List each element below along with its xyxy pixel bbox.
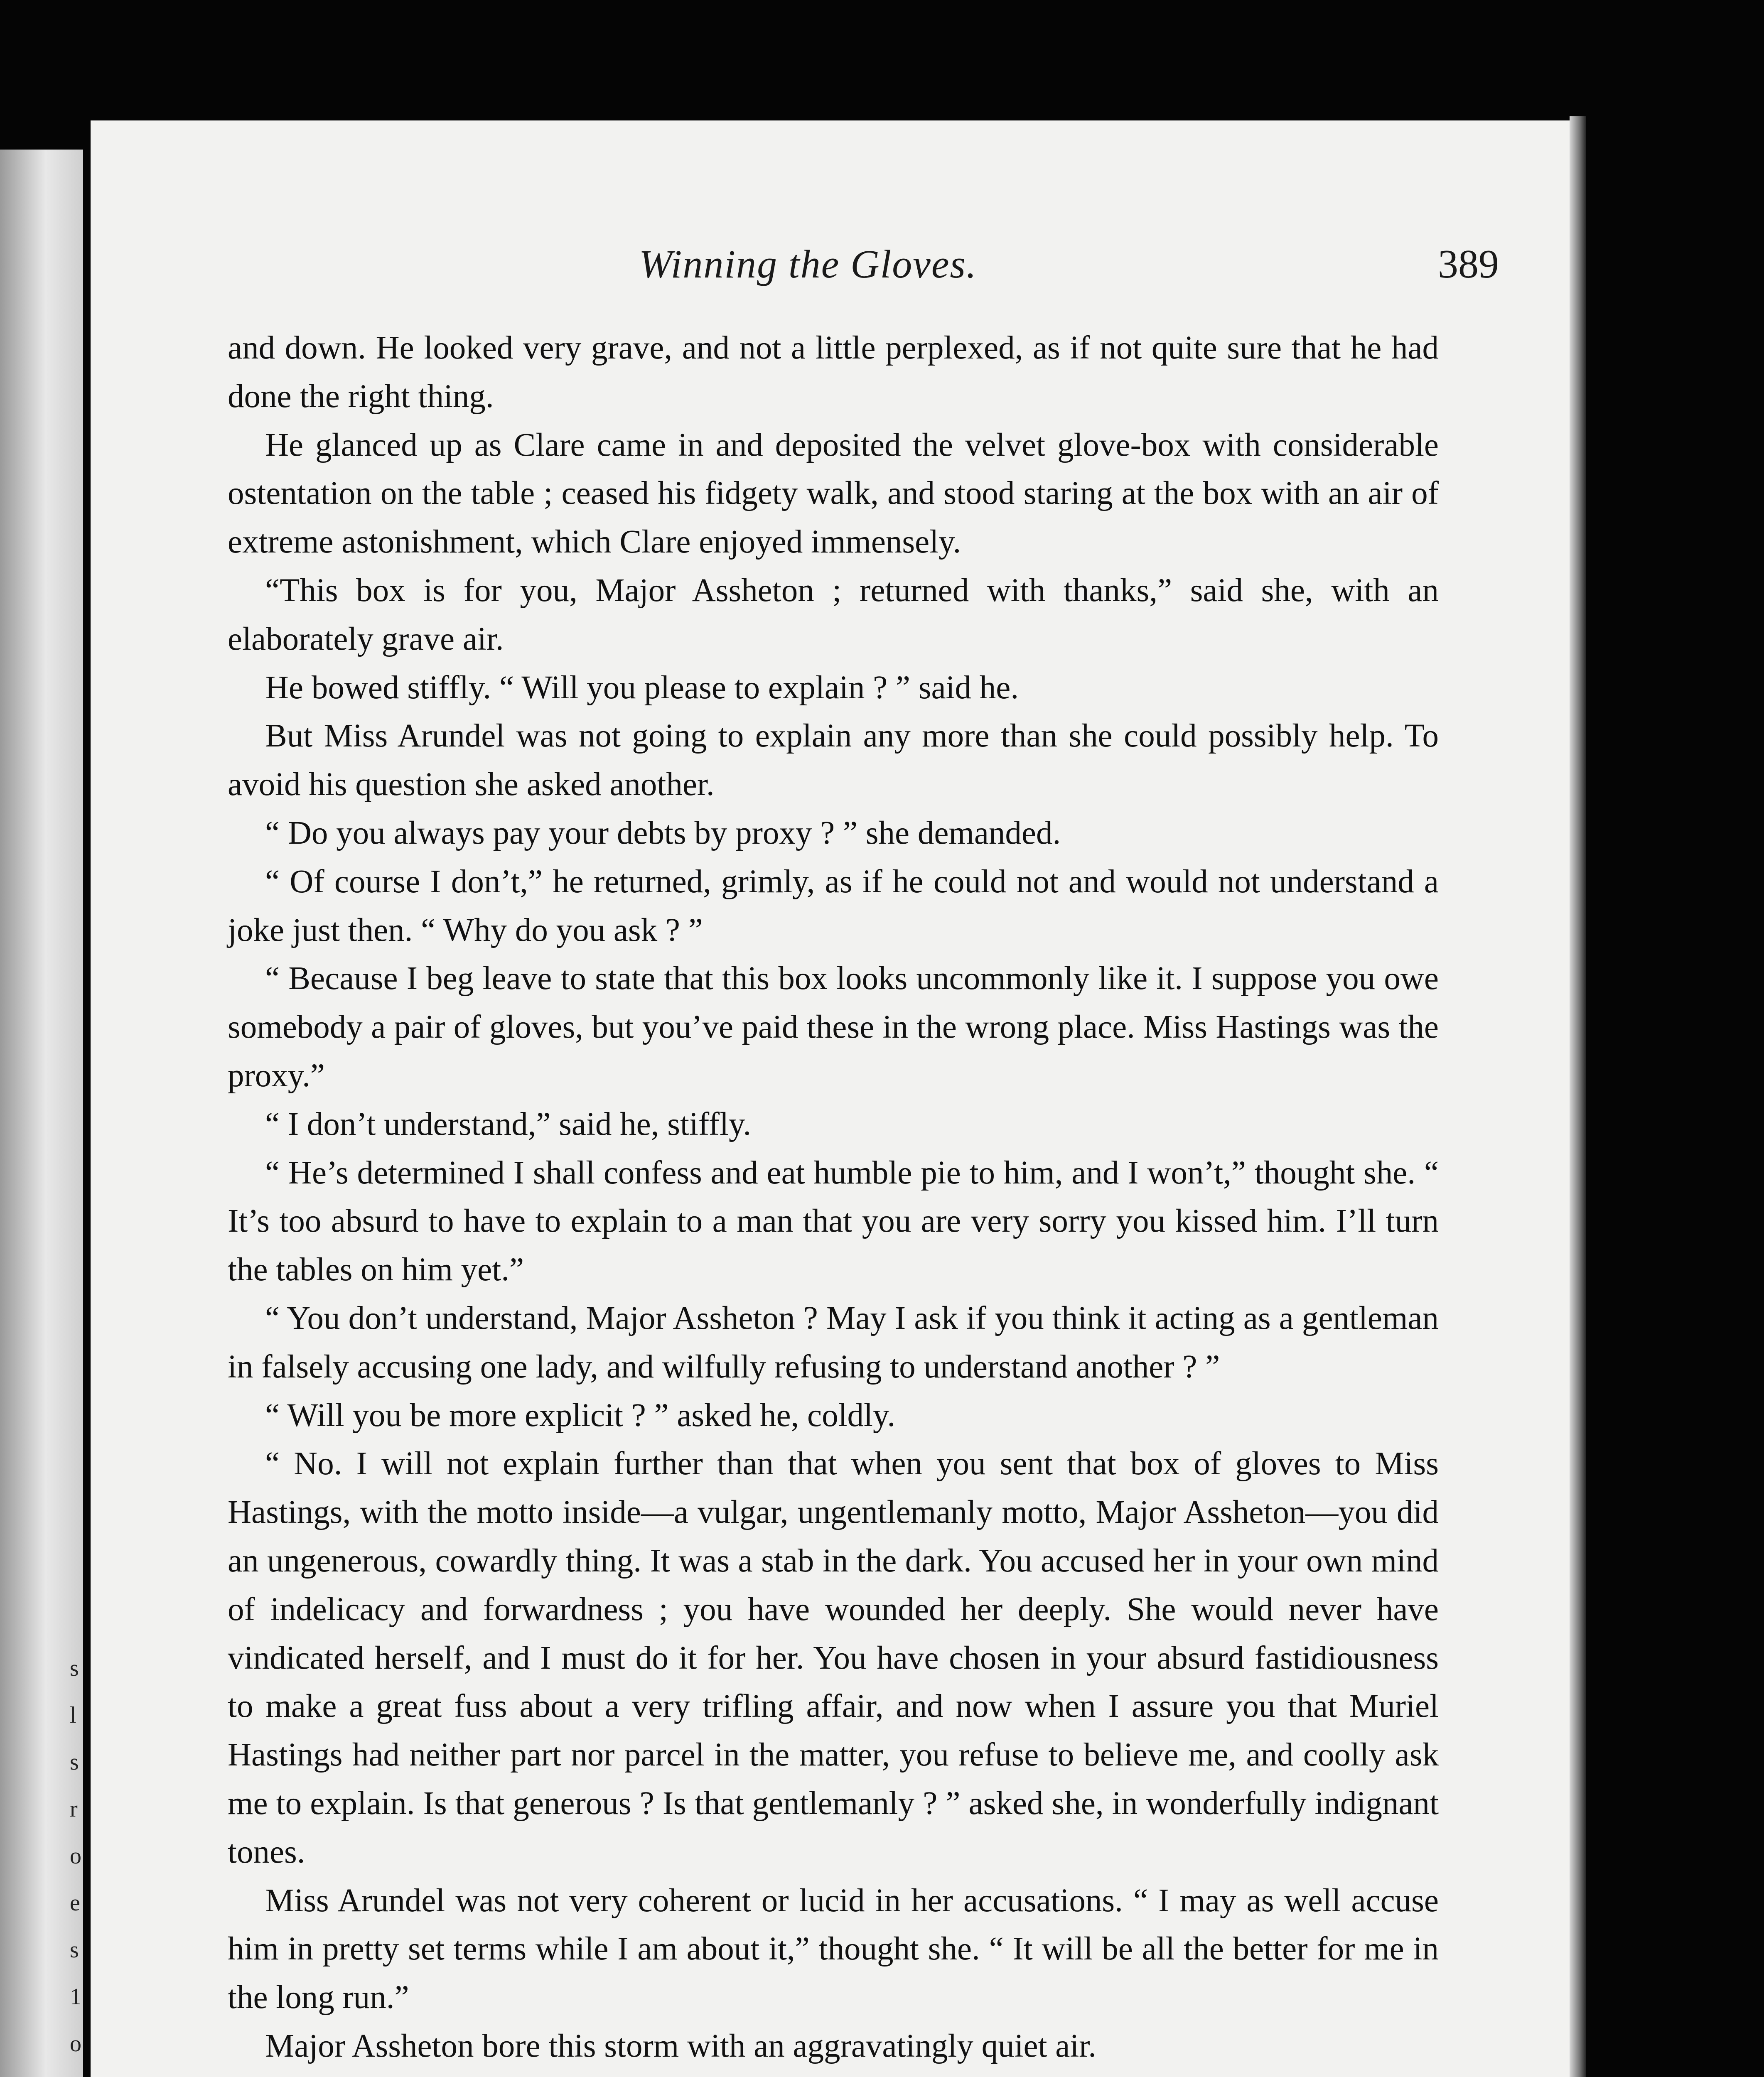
- previous-page-letter: e: [70, 1890, 80, 1916]
- paragraph: He bowed stiffly. “ Will you please to explain ? ” said he.: [265, 669, 1019, 706]
- paragraph: “ I don’t understand,” said he, stiffly.: [265, 1106, 752, 1142]
- book-page: [91, 120, 1570, 2077]
- running-head: [91, 241, 1570, 307]
- paragraph: “ No. I will not explain further than that when you sent that box of gloves to Miss Hastings, with the motto inside—a vulgar, ungentlemanly motto, Major Assheton—you did an ungenerous, cowardly thing. It was a stab in the dark. You accused her in your own mind of indelicacy and forwardness ; you have wounded her deeply. She would never have vindicated herself, and I must do it for her. You have chosen in your absurd fastidiousness to make a great fuss about a very trifling affair, and now when I assure you that Muriel Hastings had neither part nor parcel in the matter, you refuse to believe me, and coolly ask me to explain. Is that generous ? Is that gentlemanly ? ” asked she, in wonderfully indignant tones.: [228, 1446, 1439, 1870]
- previous-page-letter: s: [70, 1937, 79, 1963]
- paragraph: But Miss Arundel was not going to explain any more than she could possibly help. To avoid his question she asked another.: [228, 718, 1439, 803]
- paragraph: “ Because I beg leave to state that this box looks uncommonly like it. I suppose you owe somebody a pair of gloves, but you’ve paid these in the wrong place. Miss Hastings was the proxy.”: [228, 960, 1439, 1094]
- paragraph: He glanced up as Clare came in and deposited the velvet glove-box with considerable ostentation on the table ; ceased his fidgety walk, and stood staring at the box with an air of extreme astonishment, which Clare enjoyed immensely.: [228, 427, 1439, 560]
- previous-page-letter: l: [70, 1702, 76, 1728]
- paragraph: [228, 2071, 1439, 2077]
- paragraph: “ Will you be more explicit ? ” asked he, coldly.: [265, 1397, 896, 1434]
- paragraph: and down. He looked very grave, and not a little perplexed, as if not quite sure that he had done the right thing.: [228, 330, 1439, 415]
- previous-page-letter: s: [70, 1749, 79, 1775]
- paragraph: “ Do you always pay your debts by proxy ? ” she demanded.: [265, 815, 1061, 851]
- previous-page-letter: s: [70, 1655, 79, 1681]
- paragraph: “ You don’t understand, Major Assheton ? May I ask if you think it acting as a gentleman in falsely accusing one lady, and wilfully refusing to understand another ? ”: [228, 1300, 1439, 1385]
- body-text: [228, 324, 1439, 2077]
- paragraph: “ He’s determined I shall confess and eat humble pie to him, and I won’t,” thought she. “ It’s too absurd to have to explain to a man that you are very sorry you kissed him. I’ll turn the tables on him yet.”: [228, 1154, 1439, 1288]
- previous-page-letter: r: [70, 1796, 78, 1822]
- page-edge-shadow: [1570, 116, 1586, 2077]
- previous-page-letter: o: [70, 2031, 81, 2057]
- previous-page-text-fragments: [70, 1645, 86, 2077]
- paragraph: Major Assheton bore this storm with an aggravatingly quiet air.: [265, 2028, 1096, 2064]
- running-title: Winning the Gloves.: [639, 242, 977, 286]
- paragraph: “ Of course I don’t,” he returned, grimly, as if he could not and would not understand a joke just then. “ Why do you ask ? ”: [228, 863, 1439, 948]
- paragraph: “This box is for you, Major Assheton ; returned with thanks,” said she, with an elaborately grave air.: [228, 572, 1439, 657]
- page-number: 389: [1438, 242, 1499, 287]
- paragraph: Miss Arundel was not very coherent or lucid in her accusations. “ I may as well accuse him in pretty set terms while I am about it,” thought she. “ It will be all the better for me in the long run.”: [228, 1882, 1439, 2016]
- previous-page-letter: o: [70, 1843, 81, 1869]
- previous-page-letter: 1: [70, 1984, 81, 2010]
- previous-page-letter: [70, 2067, 86, 2077]
